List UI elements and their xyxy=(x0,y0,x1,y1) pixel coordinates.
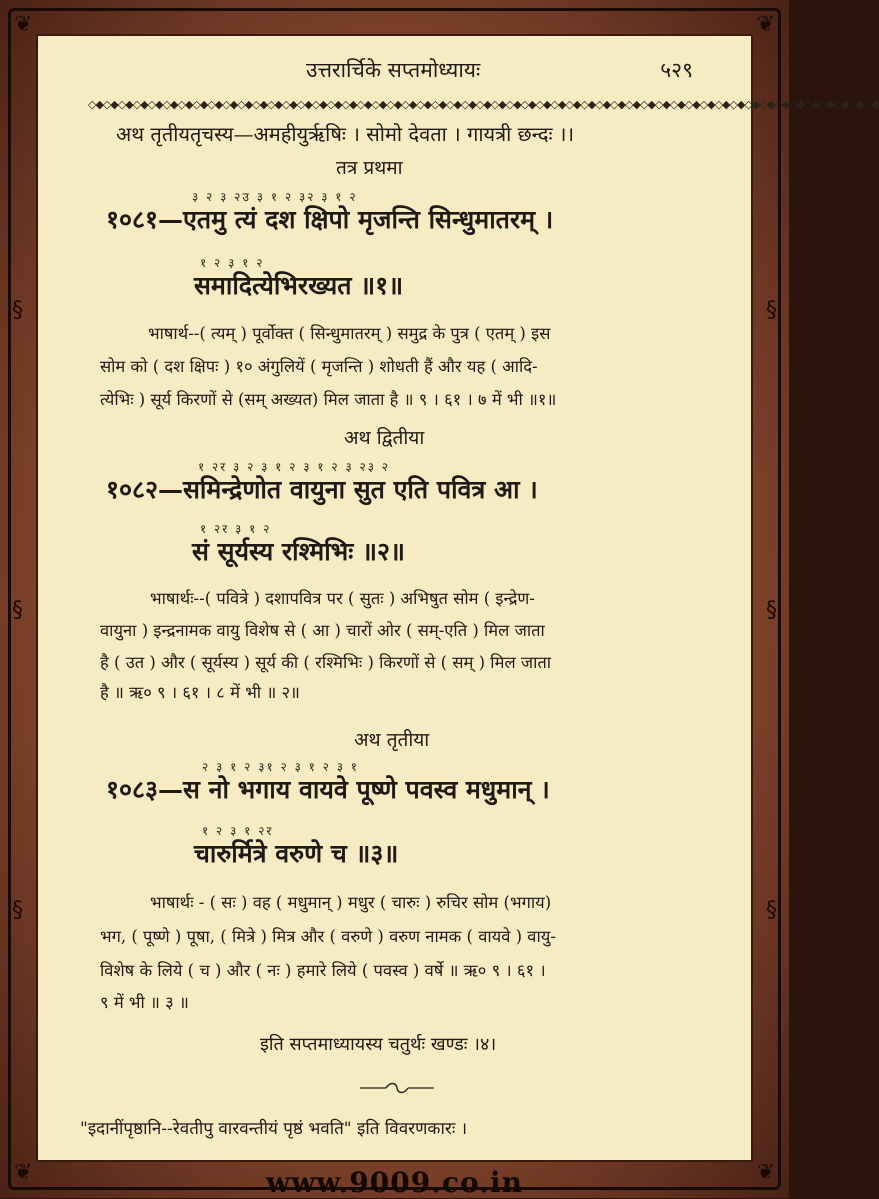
section-end: इति सप्तमाध्यायस्य चतुर्थः खण्डः ।४। xyxy=(260,1034,497,1055)
verse-line: चारुर्मित्रे वरुणे च ॥३॥ xyxy=(194,839,399,868)
verse-line: सं सूर्यस्य रश्मिभिः ॥२॥ xyxy=(192,537,405,566)
accent-marks: २ ३ १ २ ३१ २ ३ १ २ ३ १ xyxy=(202,760,360,774)
translation-line: है ॥ ऋ० ९ । ६१ । ८ में भी ॥ २॥ xyxy=(100,683,300,702)
side-swirl-icon: § xyxy=(766,298,777,323)
footnote: "इदानींपृष्ठानि--रेवतीपु वारवन्तीयं पृष्ठं भवति" इति विवरणकारः । xyxy=(80,1119,468,1139)
accent-marks: १ २ ३ १ २र xyxy=(202,824,274,838)
accent-marks: १ २र ३ १ २ xyxy=(200,522,272,536)
accent-marks: १ २ ३ १ २ xyxy=(200,256,265,270)
corner-swirl-icon: ❦ xyxy=(756,1160,775,1185)
verse-line: समादित्येभिरख्यत ॥१॥ xyxy=(194,271,404,300)
corner-swirl-icon: ❦ xyxy=(14,12,33,37)
side-swirl-icon: § xyxy=(766,598,777,623)
corner-swirl-icon: ❦ xyxy=(14,1160,33,1185)
side-swirl-icon: § xyxy=(12,298,23,323)
verse-heading: तत्र प्रथमा xyxy=(336,157,403,179)
translation-line: भाषार्थः - ( सः ) वह ( मधुमान् ) मधुर ( चारुः ) रुचिर सोम (भगाय) xyxy=(150,893,552,912)
hymn-intro: अथ तृतीयतृचस्य—अमहीयुर्ऋषिः । सोमो देवता । गायत्री छन्दः ।। xyxy=(116,122,575,146)
accent-marks: ३ २ ३ २उ ३ १ २ ३२ ३ १ २ xyxy=(192,190,358,204)
verse-heading: अथ द्वितीया xyxy=(344,427,425,449)
ornamental-rule: ◇◆◇◆◇◆◇◆◇◆◇◆◇◆◇◆◇◆◇◆◇◆◇◆◇◆◇◆◇◆◇◆◇◆◇◆◇◆◇◆◇◆◇◆◇◆◇◆◇◆◇◆◇◆◇◆◇◆◇◆◇◆◇◆◇◆◇◆◇◆◇◆◇◆◇◆◇◆◇◆◇◆◇◆◇◆◇◆◇◆◇◆◇◆◇◆◇◆◇◆◇◆◇◆◇◆ xyxy=(88,98,879,111)
running-title: उत्तरार्चिके सप्तमोध्यायः xyxy=(306,58,481,82)
verse-line: १०८२—समिन्द्रेणोत वायुना सुत एति पवित्र आ । xyxy=(106,475,538,504)
side-swirl-icon: § xyxy=(12,598,23,623)
translation-line: भाषार्थ--( त्यम् ) पूर्वोक्त ( सिन्धुमातरम् ) समुद्र के पुत्र ( एतम् ) इस xyxy=(148,324,551,343)
translation-line: विशेष के लिये ( च ) और ( नः ) हमारे लिये ( पवस्व ) वर्षे ॥ ऋ० ९ । ६१ । xyxy=(100,961,546,980)
verse-line: १०८१—एतमु त्यं दश क्षिपो मृजन्ति सिन्धुमातरम् । xyxy=(106,205,554,234)
book-page xyxy=(36,34,879,1162)
side-swirl-icon: § xyxy=(12,898,23,923)
translation-line: वायुना ) इन्द्रनामक वायु विशेष से ( आ ) चारों ओर ( सम्-एति ) मिल जाता xyxy=(100,621,545,640)
translation-line: भग, ( पूष्णे ) पूषा, ( मित्रे ) मित्र और ( वरुणे ) वरुण नामक ( वायवे ) वायु- xyxy=(100,927,556,946)
translation-line: भाषार्थः--( पवित्रे ) दशापवित्र पर ( सुतः ) अभिषुत सोम ( इन्द्रेण- xyxy=(150,589,535,608)
translation-line: है ( उत ) और ( सूर्यस्य ) सूर्य की ( रश्मिभिः ) किरणों से ( सम् ) मिल जाता xyxy=(100,653,552,672)
translation-line: ९ में भी ॥ ३ ॥ xyxy=(100,993,189,1012)
page-header xyxy=(38,56,751,86)
accent-marks: १ २र ३ २ ३ १ २ ३ १ २ ३ २३ २ xyxy=(198,460,391,474)
verse-line: १०८३—स नो भगाय वायवे पूष्णे पवस्व मधुमान् । xyxy=(106,775,550,804)
divider-ornament-icon xyxy=(360,1082,434,1094)
page-number: ५२९ xyxy=(660,58,693,82)
corner-swirl-icon: ❦ xyxy=(756,12,775,37)
site-watermark: www.9009.co.in xyxy=(266,1166,523,1199)
verse-heading: अथ तृतीया xyxy=(354,729,430,751)
translation-line: सोम को ( दश क्षिपः ) १० अंगुलियें ( मृजन्ति ) शोधती हैं और यह ( आदि- xyxy=(100,357,538,376)
side-swirl-icon: § xyxy=(766,898,777,923)
translation-line: त्येभिः ) सूर्य किरणों से (सम् अख्यत) मिल जाता है ॥ ९ । ६१ । ७ में भी ॥१॥ xyxy=(100,390,557,409)
